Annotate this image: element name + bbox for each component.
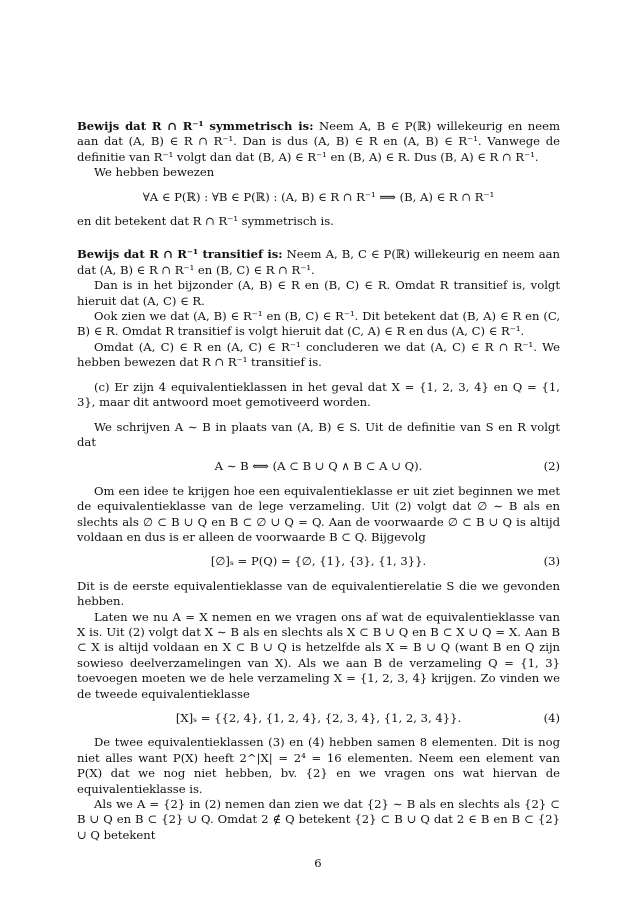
equation-2-body: A ∼ B ⟺ (A ⊂ B ∪ Q ∧ B ⊂ A ∪ Q). bbox=[214, 459, 423, 474]
equation-4-body: [X]ₛ = {{2, 4}, {1, 2, 4}, {2, 3, 4}, {1, 2, 3, 4}}. bbox=[175, 711, 462, 725]
sym-formula: ∀A ∈ P(ℝ) : ∀B ∈ P(ℝ) : (A, B) ∈ R ∩ R⁻¹ ⟹ (B, A) ∈ R ∩ R⁻¹ bbox=[142, 189, 495, 204]
c-paragraph-1: (c) Er zijn 4 equivalentieklassen in het geval dat X = {1, 2, 3, 4} en Q = {1, 3}, maar dit antwoord moet gemotiveerd worden. bbox=[77, 379, 560, 410]
page-body bbox=[77, 119, 560, 843]
equation-3 bbox=[77, 554, 560, 569]
equation-3-number: (3) bbox=[543, 554, 560, 569]
c-paragraph-5: Laten we nu A = X nemen en we vragen ons af wat de equivalentieklasse van X is. Uit (2) volgt dat X ∼ B als en slechts als X ⊂ B ∪ Q en B ⊂ X ∪ Q = X. Aan B ⊂ X is altijd voldaan en X ⊂ B ∪ Q is hetzelfde als X = B ∪ Q (want B en Q zijn sowieso deelverzamelingen van X). Als we aan B de verzameling Q = {1, 3} toevoegen moeten we de hele verzameling X = {1, 2, 3, 4} krijgen. Zo vinden we de tweede equivalentieklasse bbox=[77, 609, 560, 701]
trans-paragraph-4: Omdat (A, C) ∈ R en (A, C) ∈ R⁻¹ concluderen we dat (A, C) ∈ R ∩ R⁻¹. We hebben bewezen dat R ∩ R⁻¹ transitief is. bbox=[77, 339, 560, 370]
c-paragraph-3: Om een idee te krijgen hoe een equivalentieklasse er uit ziet beginnen we met de equivalentieklasse van de lege verzameling. Uit (2) volgt dat ∅ ∼ B als en slechts als ∅ ⊂ B ∪ Q en B ⊂ ∅ ∪ Q = Q. Aan de voorwaarde ∅ ⊂ B ∪ Q is altijd voldaan en dus is er alleen de voorwaarde B ⊂ Q. Bijgevolg bbox=[77, 483, 560, 544]
equation-3-body: [∅]ₛ = P(Q) = {∅, {1}, {3}, {1, 3}}. bbox=[210, 554, 427, 569]
trans-heading: Bewijs dat R ∩ R⁻¹ transitief is: bbox=[77, 247, 283, 262]
c-paragraph-4: Dit is de eerste equivalentieklasse van de equivalentierelatie S die we gevonden hebben. bbox=[77, 578, 560, 609]
c-paragraph-2: We schrijven A ∼ B in plaats van (A, B) ∈ S. Uit de definitie van S en R volgt dat bbox=[77, 419, 560, 449]
sym-text-1: Neem A, B ∈ P(ℝ) willekeurig en neem aan dat (A, B) ∈ R ∩ R⁻¹. Dan is dus (A, B) ∈ R en (A, B) ∈ R⁻¹. Vanwege de definitie van R⁻¹ volgt dan dat (B, A) ∈ R⁻¹ en (B, A) ∈ R. Dus (B, A) ∈ R ∩ R⁻¹. bbox=[77, 119, 560, 164]
sym-paragraph-3: en dit betekent dat R ∩ R⁻¹ symmetrisch is. bbox=[77, 214, 334, 229]
sym-paragraph-1 bbox=[77, 119, 560, 165]
sym-heading: Bewijs dat R ∩ R⁻¹ symmetrisch is: bbox=[77, 119, 314, 133]
equation-2-number: (2) bbox=[543, 459, 560, 474]
sym-paragraph-2: We hebben bewezen bbox=[94, 165, 215, 180]
trans-paragraph-3: Ook zien we dat (A, B) ∈ R⁻¹ en (B, C) ∈ R⁻¹. Dit betekent dat (B, A) ∈ R en (C, B) ∈ R. Omdat R transitief is volgt hieruit dat (C, A) ∈ R en dus (A, C) ∈ R⁻¹. bbox=[77, 309, 560, 339]
trans-text-1: Neem A, B, C ∈ P(ℝ) willekeurig en neem aan dat (A, B) ∈ R ∩ R⁻¹ en (B, C) ∈ R ∩ R⁻¹. bbox=[77, 247, 561, 277]
equation-2 bbox=[77, 459, 560, 474]
trans-paragraph-2: Dan is in het bijzonder (A, B) ∈ R en (B, C) ∈ R. Omdat R transitief is, volgt hieruit dat (A, C) ∈ R. bbox=[77, 278, 560, 308]
equation-4-number: (4) bbox=[543, 711, 560, 725]
trans-paragraph-1 bbox=[77, 247, 560, 278]
c-paragraph-6: De twee equivalentieklassen (3) en (4) hebben samen 8 elementen. Dit is nog niet alles want P(X) heeft 2^|X| = 2⁴ = 16 elementen. Neem een element van P(X) dat we nog niet hebben, bv. {2} en we vragen ons wat hiervan de equivalentieklasse is. bbox=[77, 735, 560, 796]
c-paragraph-7: Als we A = {2} in (2) nemen dan zien we dat {2} ∼ B als en slechts als {2} ⊂ B ∪ Q en B ⊂ {2} ∪ Q. Omdat 2 ∉ Q betekent {2} ⊂ B ∪ Q dat 2 ∈ B en B ⊂ {2} ∪ Q betekent bbox=[77, 797, 560, 842]
page-number: 6 bbox=[314, 856, 322, 870]
equation-4 bbox=[77, 711, 560, 726]
